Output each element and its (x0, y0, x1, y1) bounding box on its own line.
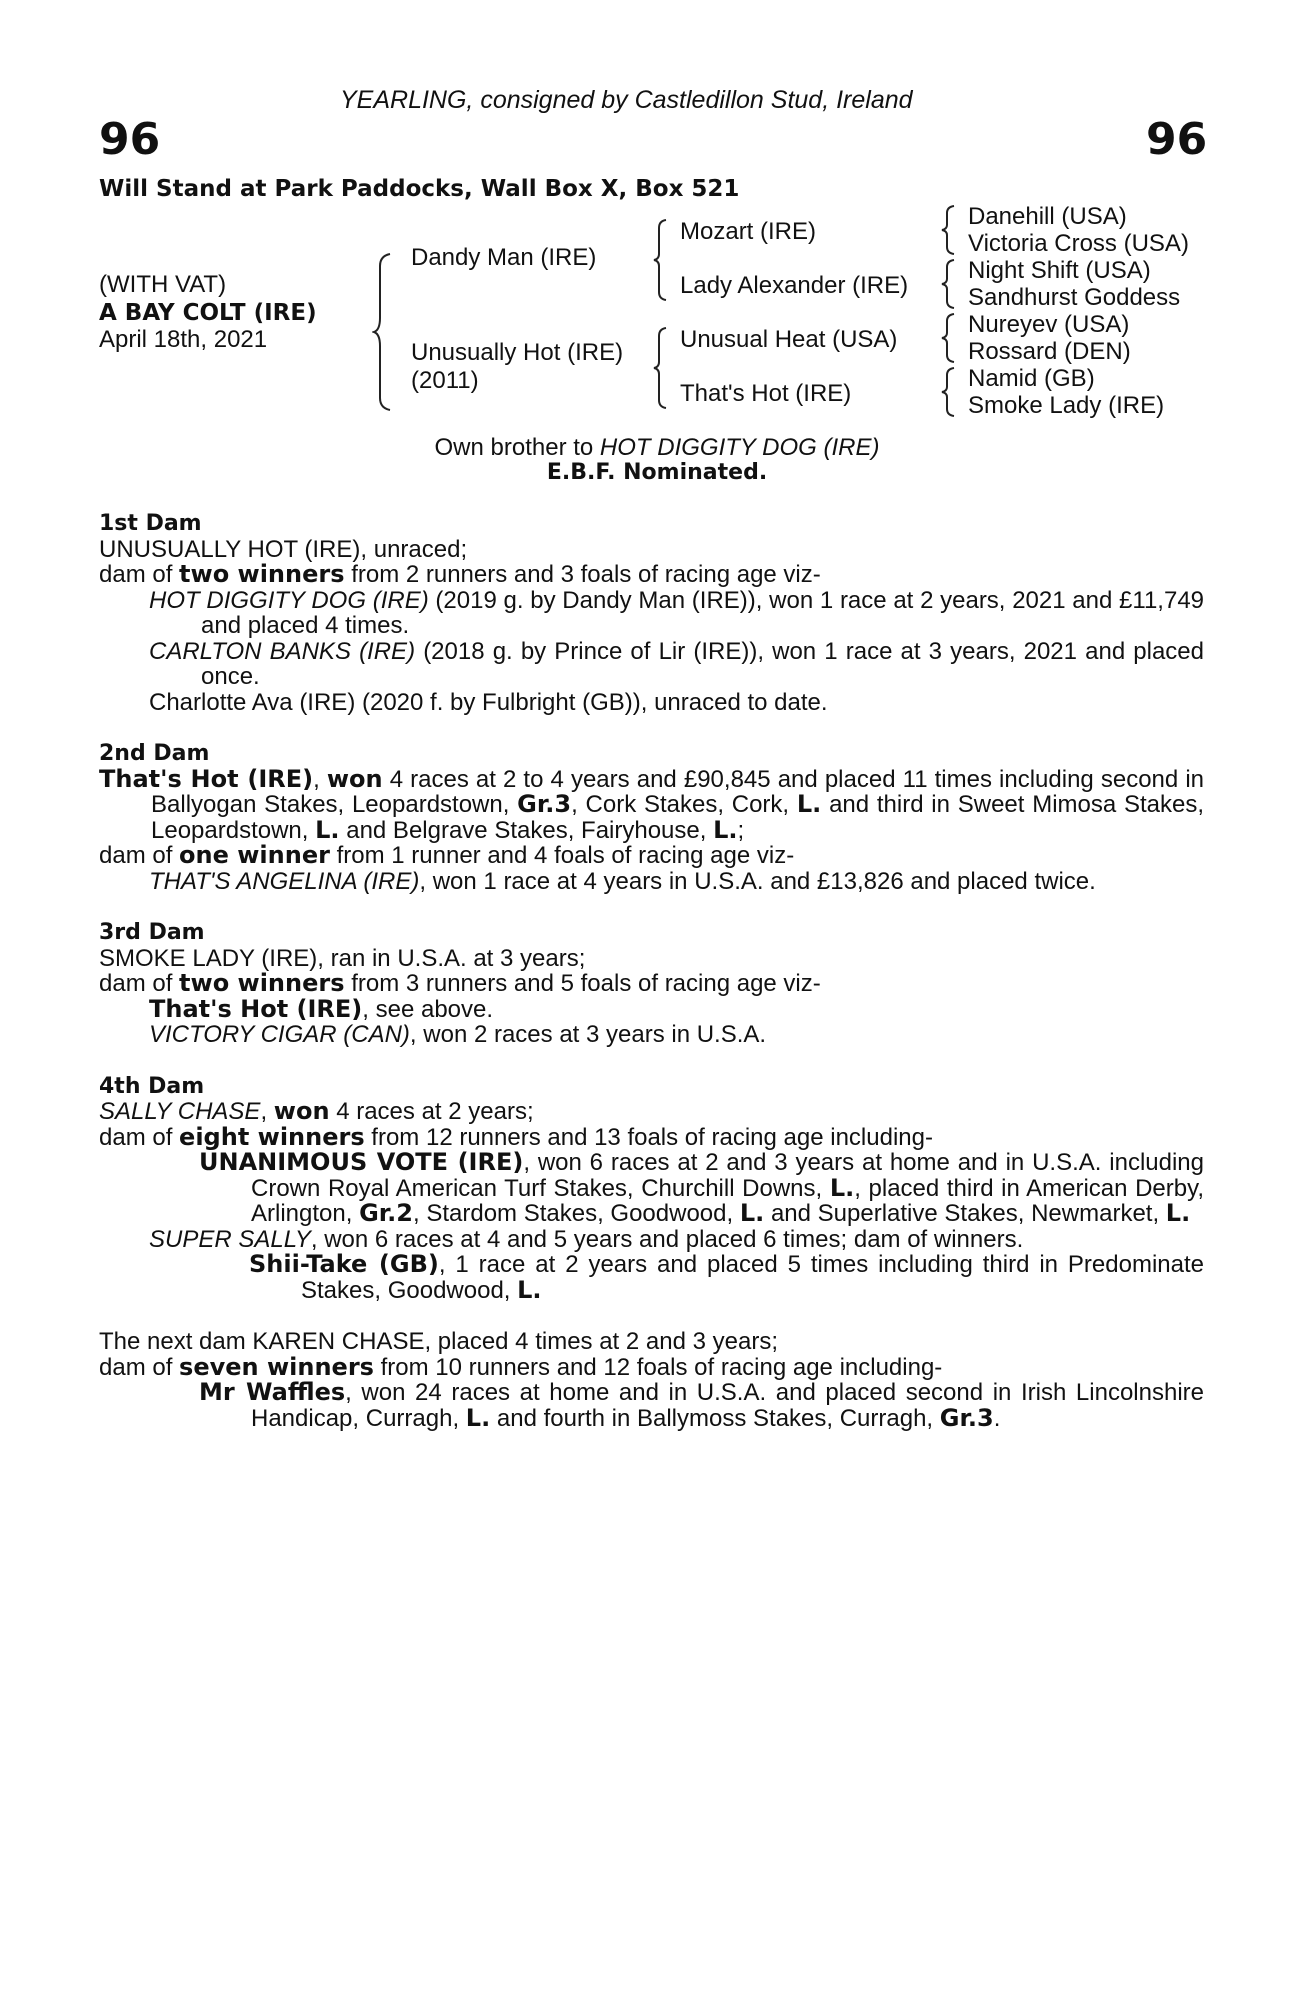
gen3-brace-3 (940, 312, 956, 364)
next-dam-summary: The next dam KAREN CHASE, placed 4 times at 2 and 3 years; (99, 1328, 778, 1355)
dam3-produce: dam of two winners from 3 runners and 5 foals of racing age viz- (99, 969, 821, 997)
dam1-offspring-2: CARLTON BANKS (IRE) (2018 g. by Prince of Lir (IRE)), won 1 race at 3 years, 2021 and placed once. (149, 637, 1205, 690)
gen3-2: Victoria Cross (USA) (968, 230, 1189, 257)
dam4-offspring-2: SUPER SALLY, won 6 races at 4 and 5 years and placed 6 times; dam of winners. (149, 1225, 1024, 1253)
own-brother-note: Own brother to HOT DIGGITY DOG (IRE) (434, 434, 880, 461)
gen3-8: Smoke Lady (IRE) (968, 392, 1165, 419)
dam-year: (2011) (411, 367, 479, 394)
next-dam-offspring-1: Mr Waffles, won 24 races at home and in U.S.A. and placed second in Irish Lincolnshire Handicap, Curragh, L. and fourth in Ballymoss Stakes, Curragh, Gr.3. (199, 1378, 1204, 1432)
dam1-summary: UNUSUALLY HOT (IRE), unraced; (99, 535, 468, 563)
gen2-dam-sire: Unusual Heat (USA) (680, 326, 898, 353)
dam-brace (652, 326, 668, 410)
lot-number-right: 96 (1146, 114, 1208, 165)
dam3-summary: SMOKE LADY (IRE), ran in U.S.A. at 3 years; (99, 944, 586, 972)
gen3-brace-4 (940, 366, 956, 418)
gen3-brace-1 (940, 204, 956, 256)
ebf-nominated: E.B.F. Nominated. (546, 460, 768, 485)
gen2-sire-dam: Lady Alexander (IRE) (680, 272, 909, 299)
next-dam-produce: dam of seven winners from 10 runners and 12 foals of racing age including- (99, 1352, 943, 1381)
gen3-6: Rossard (DEN) (968, 338, 1131, 365)
catalogue-body (99, 511, 1204, 1431)
pedigree-brace (372, 252, 394, 412)
section-heading-4th-dam: 4th Dam (99, 1073, 205, 1099)
vat-note: (WITH VAT) (99, 271, 227, 298)
dam1-produce: dam of two winners from 2 runners and 3 foals of racing age viz- (99, 560, 821, 588)
dam4-summary: SALLY CHASE, won 4 races at 2 years; (99, 1097, 534, 1125)
gen2-dam-dam: That's Hot (IRE) (680, 380, 852, 407)
foaling-date: April 18th, 2021 (99, 326, 268, 353)
section-heading-3rd-dam: 3rd Dam (99, 920, 205, 945)
horse-name: A BAY COLT (IRE) (99, 300, 317, 326)
lot-number-left: 96 (99, 114, 161, 165)
gen3-4: Sandhurst Goddess (968, 284, 1181, 311)
dam1-offspring-3: Charlotte Ava (IRE) (2020 f. by Fulbright (GB)), unraced to date. (149, 688, 828, 716)
gen3-3: Night Shift (USA) (968, 257, 1151, 284)
sire-name: Dandy Man (IRE) (411, 244, 597, 271)
dam4-offspring-1: UNANIMOUS VOTE (IRE), won 6 races at 2 and 3 years at home and in U.S.A. including Crown Royal American Turf Stakes, Churchill Downs, L., placed third in American Derby, Arlington, Gr.2, Stardom Stakes, Goodwood, L. and Superlative Stakes, Newmarket, L. (199, 1148, 1205, 1227)
stand-location: Will Stand at Park Paddocks, Wall Box X, Box 521 (99, 176, 740, 202)
dam2-record: That's Hot (IRE), won 4 races at 2 to 4 years and £90,845 and placed 11 times including second in Ballyogan Stakes, Leopardstown, Gr.3, Cork Stakes, Cork, L. and third in Sweet Mimosa Stakes, Leopardstown, L. and Belgrave Stakes, Fairyhouse, L.; (99, 764, 1205, 844)
dam3-offspring-2: VICTORY CIGAR (CAN), won 2 races at 3 years in U.S.A. (149, 1021, 767, 1048)
dam-name: Unusually Hot (IRE) (411, 339, 624, 366)
gen2-sire-sire: Mozart (IRE) (680, 218, 817, 245)
gen3-1: Danehill (USA) (968, 203, 1127, 230)
dam3-offspring-1: That's Hot (IRE), see above. (149, 994, 494, 1023)
consignment-line: YEARLING, consigned by Castledillon Stud, Ireland (340, 86, 913, 114)
gen3-5: Nureyev (USA) (968, 311, 1130, 338)
dam2-offspring-1: THAT'S ANGELINA (IRE), won 1 race at 4 years in U.S.A. and £13,826 and placed twice. (149, 867, 1096, 895)
gen3-7: Namid (GB) (968, 365, 1095, 392)
dam1-offspring-1: HOT DIGGITY DOG (IRE) (2019 g. by Dandy Man (IRE)), won 1 race at 2 years, 2021 and £11,749 and placed 4 times. (149, 586, 1205, 639)
section-heading-2nd-dam: 2nd Dam (99, 741, 210, 766)
section-heading-1st-dam: 1st Dam (99, 511, 202, 536)
dam4-produce: dam of eight winners from 12 runners and 13 foals of racing age including- (99, 1122, 933, 1151)
sire-brace (652, 218, 668, 302)
dam2-produce: dam of one winner from 1 runner and 4 foals of racing age viz- (99, 841, 795, 869)
gen3-brace-2 (940, 258, 956, 310)
dam4-grand-offspring-1: Shii-Take (GB), 1 race at 2 years and placed 5 times including third in Predominate Stakes, Goodwood, L. (249, 1250, 1205, 1304)
